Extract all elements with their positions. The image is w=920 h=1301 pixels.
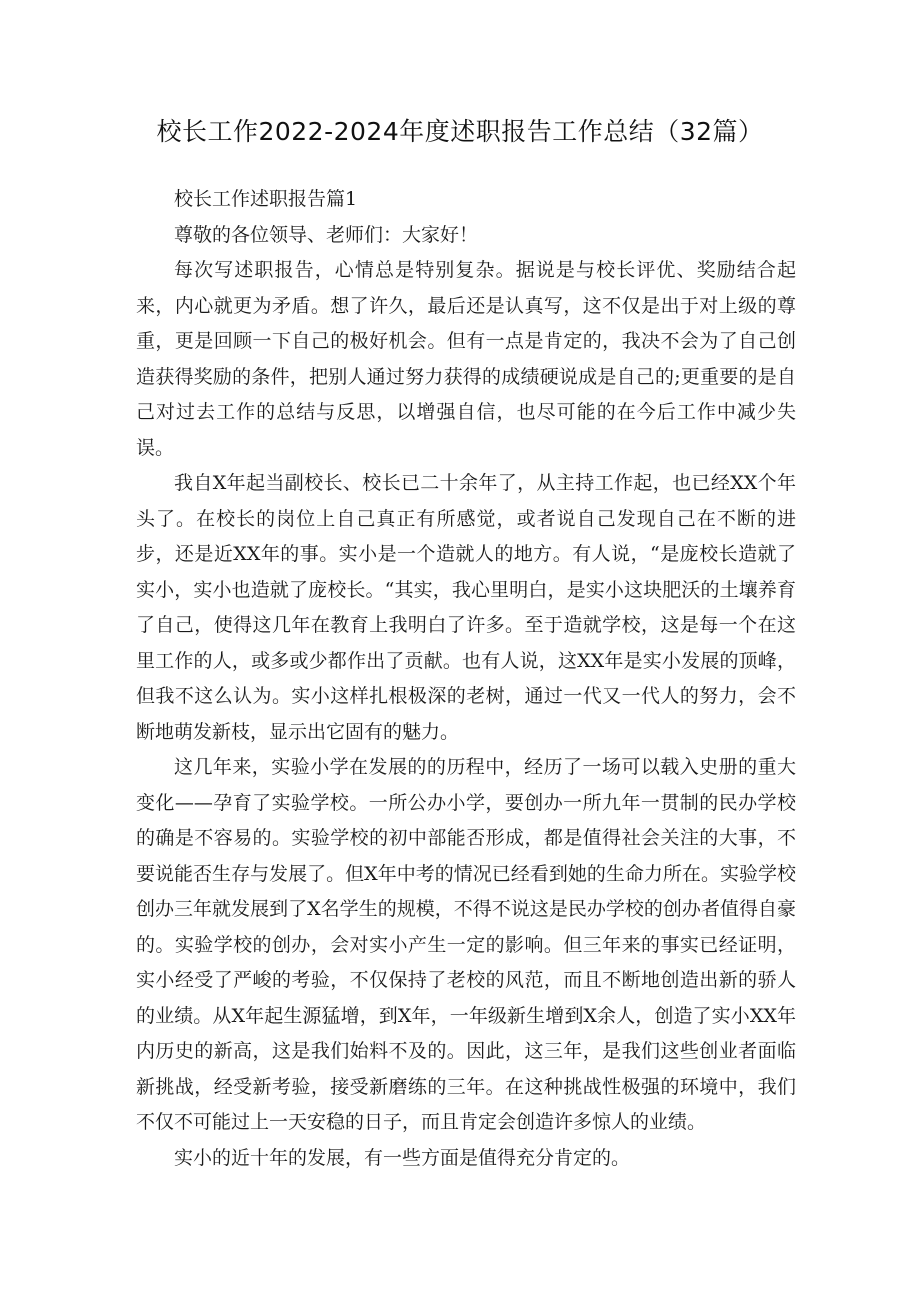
section-heading: 校长工作述职报告篇1 bbox=[174, 188, 358, 210]
paragraph-4: 实小的近十年的发展，有一些方面是值得充分肯定的。 bbox=[174, 1146, 631, 1169]
document-body bbox=[136, 182, 796, 1176]
page-title: 校长工作2022-2024年度述职报告工作总结（32篇） bbox=[156, 117, 764, 146]
greeting-line: 尊敬的各位领导、老师们：大家好！ bbox=[174, 223, 479, 246]
paragraph-1: 每次写述职报告，心情总是特别复杂。据说是与校长评优、奖励结合起来，内心就更为矛盾。想了许久，最后还是认真写，这不仅是出于对上级的尊重，更是回顾一下自己的极好机会。但有一点是肯定的，我决不会为了自己创造获得奖励的条件，把别人通过努力获得的成绩硬说成是自己的;更重要的是自己对过去工作的总结与反思，以增强自信，也尽可能的在今后工作中减少失误。 bbox=[136, 259, 796, 459]
paragraph-3: 这几年来，实验小学在发展的的历程中，经历了一场可以载入史册的重大变化——孕育了实验学校。一所公办小学，要创办一所九年一贯制的民办学校的确是不容易的。实验学校的初中部能否形成，都是值得社会关注的大事，不要说能否生存与发展了。但X年中考的情况已经看到她的生命力所在。实验学校创办三年就发展到了X名学生的规模，不得不说这是民办学校的创办者值得自豪的。实验学校的创办，会对实小产生一定的影响。但三年来的事实已经证明，实小经受了严峻的考验，不仅保持了老校的风范，而且不断地创造出新的骄人的业绩。从X年起生源猛增，到X年，一年级新生增到X余人，创造了实小XX年内历史的新高，这是我们始料不及的。因此，这三年，是我们这些创业者面临新挑战，经受新考验，接受新磨练的三年。在这种挑战性极强的环境中，我们不仅不可能过上一天安稳的日子，而且肯定会创造许多惊人的业绩。 bbox=[136, 756, 796, 1133]
paragraph-2: 我自X年起当副校长、校长已二十余年了，从主持工作起，也已经XX个年头了。在校长的岗位上自己真正有所感觉，或者说自己发现自己在不断的进步，还是近XX年的事。实小是一个造就人的地方。有人说，“是庞校长造就了实小，实小也造就了庞校长。“其实，我心里明白，是实小这块肥沃的土壤养育了自己，使得这几年在教育上我明白了许多。至于造就学校，这是每一个在这里工作的人，或多或少都作出了贡献。也有人说，这XX年是实小发展的顶峰，但我不这么认为。实小这样扎根极深的老树，通过一代又一代人的努力，会不断地萌发新枝，显示出它固有的魅力。 bbox=[136, 472, 796, 743]
